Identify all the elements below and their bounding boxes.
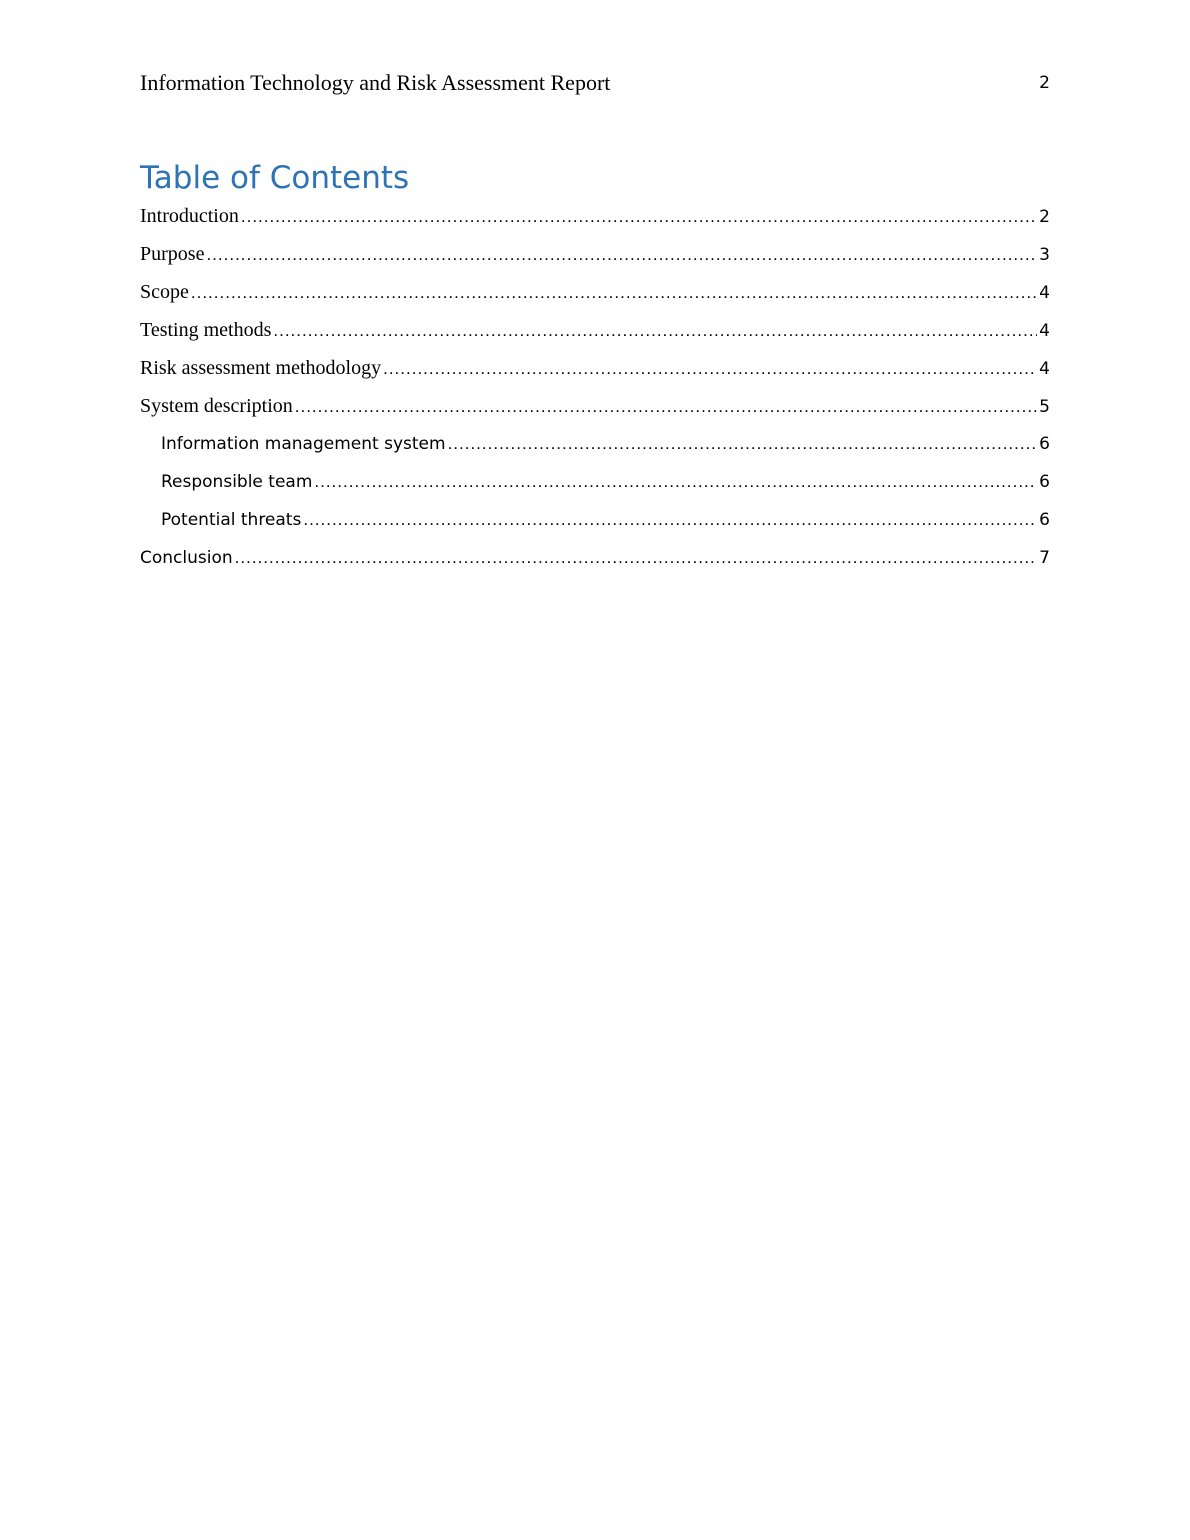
header-page-number: 2 — [1039, 73, 1050, 93]
toc-list — [140, 200, 1050, 580]
toc-entry-page: 5 — [1039, 397, 1050, 417]
toc-dot-leader — [383, 353, 1037, 385]
toc-entry-information-management-system[interactable] — [140, 428, 1050, 466]
toc-entry-page: 3 — [1039, 245, 1050, 265]
toc-entry-label: Conclusion — [140, 548, 233, 568]
toc-dot-leader — [314, 466, 1037, 498]
toc-dot-leader — [295, 391, 1037, 423]
toc-entry-page: 4 — [1039, 283, 1050, 303]
toc-entry-page: 6 — [1039, 510, 1050, 530]
toc-entry-label: Potential threats — [161, 510, 302, 530]
toc-dot-leader — [235, 542, 1038, 574]
toc-entry-label: Testing methods — [140, 319, 272, 341]
header-title: Information Technology and Risk Assessment Report — [140, 70, 611, 95]
toc-entry-page: 4 — [1039, 359, 1050, 379]
toc-dot-leader — [206, 239, 1037, 271]
toc-dot-leader — [448, 428, 1038, 460]
toc-entry-system-description[interactable] — [140, 390, 1050, 428]
toc-entry-risk-assessment-methodology[interactable] — [140, 352, 1050, 390]
toc-dot-leader — [303, 504, 1037, 536]
toc-entry-page: 6 — [1039, 434, 1050, 454]
toc-entry-page: 2 — [1039, 207, 1050, 227]
toc-entry-label: System description — [140, 395, 293, 417]
toc-entry-purpose[interactable] — [140, 238, 1050, 276]
toc-entry-label: Responsible team — [161, 472, 313, 492]
toc-entry-testing-methods[interactable] — [140, 314, 1050, 352]
toc-dot-leader — [273, 315, 1037, 347]
toc-entry-page: 7 — [1039, 548, 1050, 568]
toc-dot-leader — [191, 277, 1037, 309]
page-header — [140, 70, 1050, 100]
toc-entry-scope[interactable] — [140, 276, 1050, 314]
toc-dot-leader — [241, 201, 1037, 233]
toc-entry-page: 6 — [1039, 472, 1050, 492]
toc-entry-label: Purpose — [140, 243, 205, 265]
toc-entry-label: Risk assessment methodology — [140, 357, 382, 379]
toc-entry-introduction[interactable] — [140, 200, 1050, 238]
toc-entry-potential-threats[interactable] — [140, 504, 1050, 542]
toc-entry-label: Information management system — [161, 434, 446, 454]
toc-entry-label: Introduction — [140, 205, 239, 227]
toc-entry-responsible-team[interactable] — [140, 466, 1050, 504]
toc-entry-conclusion[interactable] — [140, 542, 1050, 580]
toc-entry-page: 4 — [1039, 321, 1050, 341]
toc-entry-label: Scope — [140, 281, 189, 303]
toc-heading: Table of Contents — [140, 160, 410, 196]
